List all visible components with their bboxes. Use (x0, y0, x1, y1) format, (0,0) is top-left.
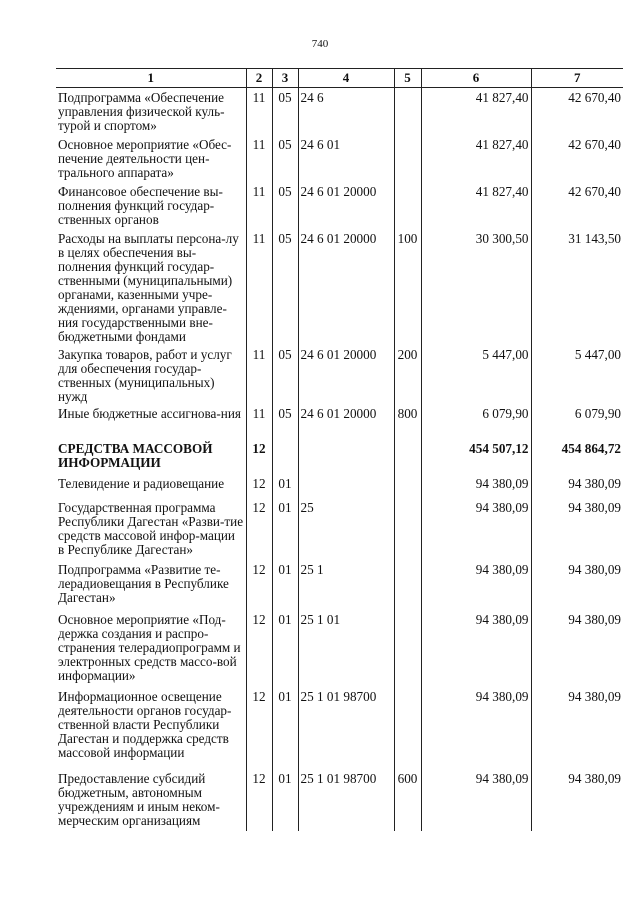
row-target-code: 24 6 (298, 88, 394, 135)
row-amount-2: 94 380,09 (531, 687, 623, 769)
row-section: 11 (246, 88, 272, 135)
row-target-code: 24 6 01 20000 (298, 229, 394, 345)
row-subsection: 01 (272, 498, 298, 560)
row-amount-2: 5 447,00 (531, 345, 623, 404)
row-amount-2: 94 380,09 (531, 610, 623, 687)
row-section: 11 (246, 345, 272, 404)
row-section: 12 (246, 610, 272, 687)
row-amount-1: 94 380,09 (421, 474, 531, 498)
row-name: Государственная программа Республики Дагестан «Разви-тие средств массовой инфор-мации в Республике Дагестан» (58, 499, 244, 557)
row-section: 11 (246, 135, 272, 182)
row-expense-type (394, 88, 421, 135)
header-col-5: 5 (394, 69, 421, 88)
row-name: Основное мероприятие «Обес-печение деятельности цен-трального аппарата» (58, 136, 232, 180)
row-target-code: 24 6 01 20000 (298, 404, 394, 439)
row-amount-1: 94 380,09 (421, 498, 531, 560)
row-amount-1: 41 827,40 (421, 88, 531, 135)
row-section: 12 (246, 687, 272, 769)
row-amount-1: 454 507,12 (421, 439, 531, 474)
row-amount-2: 454 864,72 (531, 439, 623, 474)
row-subsection: 01 (272, 560, 298, 610)
table-row (56, 135, 623, 182)
row-target-code: 25 1 (298, 560, 394, 610)
row-subsection: 05 (272, 135, 298, 182)
row-expense-type (394, 439, 421, 474)
row-amount-1: 5 447,00 (421, 345, 531, 404)
row-amount-1: 94 380,09 (421, 769, 531, 831)
table-row (56, 498, 623, 560)
table-row (56, 182, 623, 229)
table-row (56, 404, 623, 439)
row-name: Основное мероприятие «Под-держка создания и распро-странения телерадиопрограмм и электронных средств массо-вой информации» (58, 611, 241, 683)
header-col-6: 6 (421, 69, 531, 88)
row-target-code: 25 1 01 98700 (298, 769, 394, 831)
table-row (56, 610, 623, 687)
row-section: 12 (246, 498, 272, 560)
row-name: Закупка товаров, работ и услуг для обеспечения государ-ственных (муниципальных) нужд (58, 346, 232, 404)
table-row-section-heading (56, 439, 623, 474)
row-target-code (298, 439, 394, 474)
row-amount-1: 41 827,40 (421, 135, 531, 182)
row-amount-2: 42 670,40 (531, 182, 623, 229)
row-expense-type (394, 498, 421, 560)
row-target-code: 25 1 01 (298, 610, 394, 687)
row-subsection: 05 (272, 182, 298, 229)
budget-table (56, 68, 623, 831)
row-section: 12 (246, 560, 272, 610)
row-amount-2: 31 143,50 (531, 229, 623, 345)
row-subsection: 01 (272, 769, 298, 831)
row-name: Иные бюджетные ассигнова-ния (58, 405, 241, 421)
row-section: 11 (246, 182, 272, 229)
row-expense-type: 100 (394, 229, 421, 345)
table-row (56, 769, 623, 831)
row-amount-2: 94 380,09 (531, 474, 623, 498)
table-row (56, 560, 623, 610)
row-subsection: 05 (272, 229, 298, 345)
row-amount-1: 94 380,09 (421, 560, 531, 610)
row-amount-1: 41 827,40 (421, 182, 531, 229)
row-amount-2: 94 380,09 (531, 560, 623, 610)
row-amount-1: 94 380,09 (421, 610, 531, 687)
row-expense-type (394, 687, 421, 769)
row-name: Подпрограмма «Обеспечение управления физической куль-турой и спортом» (58, 90, 225, 133)
row-name: Финансовое обеспечение вы-полнения функций государ-ственных органов (58, 183, 223, 227)
row-amount-2: 94 380,09 (531, 498, 623, 560)
row-amount-1: 94 380,09 (421, 687, 531, 769)
row-amount-2: 42 670,40 (531, 88, 623, 135)
header-row (56, 69, 623, 88)
row-target-code (298, 474, 394, 498)
page-number: 740 (311, 38, 329, 50)
row-subsection: 01 (272, 687, 298, 769)
row-subsection: 01 (272, 610, 298, 687)
row-target-code: 25 (298, 498, 394, 560)
row-section: 12 (246, 769, 272, 831)
header-col-4: 4 (298, 69, 394, 88)
row-subsection: 05 (272, 404, 298, 439)
row-name: Телевидение и радиовещание (58, 475, 225, 491)
row-name: Расходы на выплаты персона-лу в целях обеспечения вы-полнения функций государ-ственными (муниципальными) органами, казенными учре-ждениями, органами управле-ния государственными вне-бюджетными фондами (58, 230, 239, 344)
header-col-3: 3 (272, 69, 298, 88)
row-amount-2: 6 079,90 (531, 404, 623, 439)
table-row (56, 88, 623, 135)
row-subsection (272, 439, 298, 474)
row-section: 12 (246, 474, 272, 498)
table-row (56, 687, 623, 769)
table-row (56, 474, 623, 498)
row-amount-2: 42 670,40 (531, 135, 623, 182)
row-subsection: 05 (272, 345, 298, 404)
row-section: 11 (246, 404, 272, 439)
row-section: 12 (246, 439, 272, 474)
row-amount-2: 94 380,09 (531, 769, 623, 831)
row-amount-1: 30 300,50 (421, 229, 531, 345)
row-expense-type (394, 610, 421, 687)
row-target-code: 24 6 01 (298, 135, 394, 182)
row-name: Предоставление субсидий бюджетным, автономным учреждениям и иным неком-мерческим организациям (58, 770, 220, 828)
row-expense-type: 800 (394, 404, 421, 439)
header-col-7: 7 (531, 69, 623, 88)
row-section: 11 (246, 229, 272, 345)
row-name: Информационное освещение деятельности органов государ-ственной власти Республики Дагестан и поддержка средств массовой информации (58, 688, 232, 760)
row-subsection: 01 (272, 474, 298, 498)
row-amount-1: 6 079,90 (421, 404, 531, 439)
header-col-2: 2 (246, 69, 272, 88)
row-name: СРЕДСТВА МАССОВОЙ ИНФОРМАЦИИ (58, 440, 213, 470)
table-row (56, 229, 623, 345)
row-name: Подпрограмма «Развитие те-лерадиовещания в Республике Дагестан» (58, 561, 229, 605)
row-target-code: 24 6 01 20000 (298, 345, 394, 404)
row-subsection: 05 (272, 88, 298, 135)
row-expense-type: 600 (394, 769, 421, 831)
row-expense-type (394, 560, 421, 610)
row-expense-type: 200 (394, 345, 421, 404)
table-row (56, 345, 623, 404)
header-col-1: 1 (56, 69, 246, 88)
row-target-code: 24 6 01 20000 (298, 182, 394, 229)
row-expense-type (394, 474, 421, 498)
row-target-code: 25 1 01 98700 (298, 687, 394, 769)
row-expense-type (394, 182, 421, 229)
row-expense-type (394, 135, 421, 182)
